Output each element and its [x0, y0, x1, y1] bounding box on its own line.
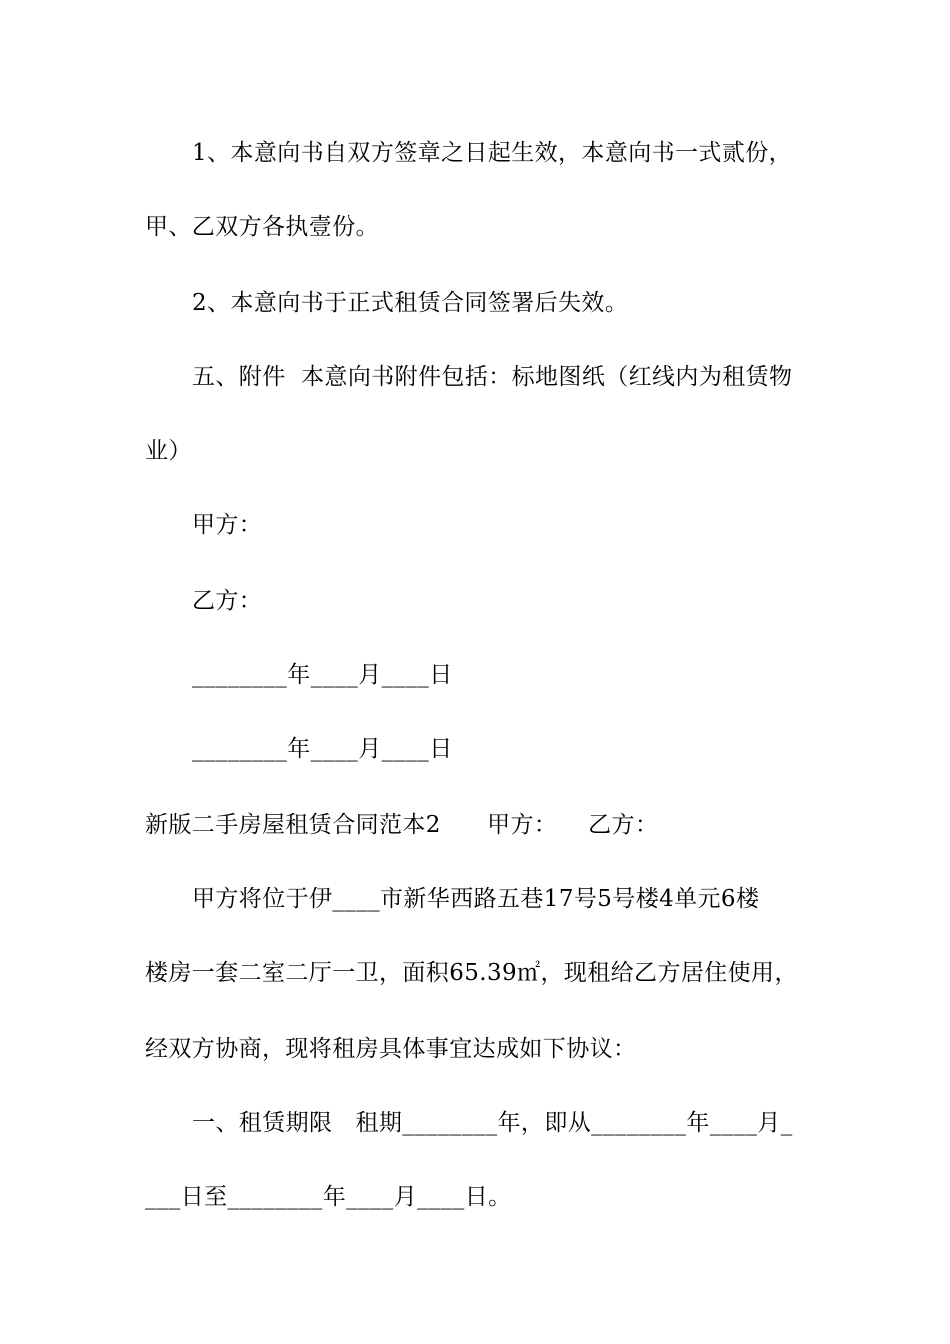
paragraph-lease-term: 一、租赁期限 租期________年，即从________年____月_ — [192, 1110, 793, 1136]
paragraph-expiry-clause: 2、本意向书于正式租赁合同签署后失效。 — [192, 290, 629, 316]
paragraph-property-details: 楼房一套二室二厅一卫，面积65.39㎡，现租给乙方居住使用， — [145, 960, 798, 986]
date-line-b: ________年____月____日 — [192, 736, 453, 762]
date-line-a: ________年____月____日 — [192, 662, 453, 688]
paragraph-lease-term-cont: ___日至________年____月____日。 — [145, 1184, 512, 1210]
paragraph-property-location: 甲方将位于伊____市新华西路五巷17号5号楼4单元6楼 — [192, 886, 760, 912]
paragraph-effect-clause-cont: 甲、乙双方各执壹份。 — [145, 214, 379, 240]
party-b-label: 乙方： — [192, 588, 263, 614]
paragraph-effect-clause: 1、本意向书自双方签章之日起生效，本意向书一式贰份， — [192, 140, 793, 166]
party-a-label: 甲方： — [192, 512, 263, 538]
paragraph-agreement-intro: 经双方协商，现将租房具体事宜达成如下协议： — [145, 1036, 637, 1062]
paragraph-attachments-cont: 业） — [145, 438, 192, 464]
contract-title-line: 新版二手房屋租赁合同范本2 甲方： 乙方： — [145, 812, 659, 838]
paragraph-attachments: 五、附件 本意向书附件包括：标地图纸（红线内为租赁物 — [192, 364, 793, 390]
